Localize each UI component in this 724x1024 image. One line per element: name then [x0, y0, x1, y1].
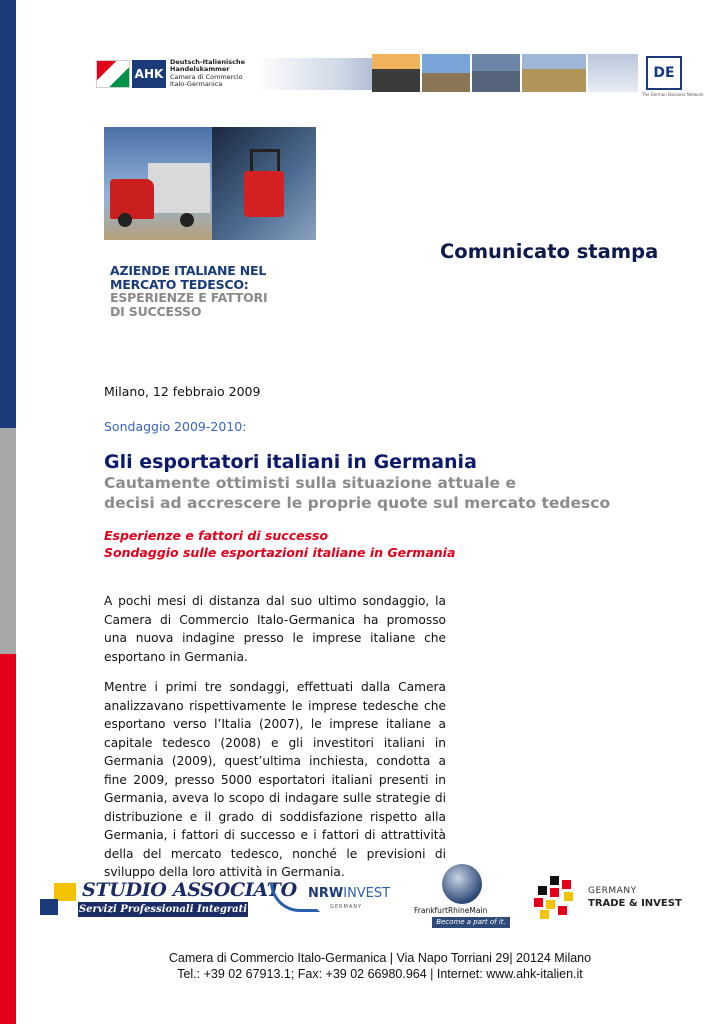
header-banner [96, 44, 704, 100]
footer-address: Camera di Commercio Italo-Germanica | Via Napo Torriani 29| 20124 Milano [168, 951, 592, 965]
paragraph-1: A pochi mesi di distanza dal suo ultimo sondaggio, la Camera di Commercio Italo-Germanica ha promosso una nuova indagine presso le imprese italiane che esportano in Germania. [104, 594, 446, 664]
footer [120, 950, 640, 982]
paragraph-2: Mentre i primi tre sondaggi, effettuati dalla Camera analizzavano rispettivamente le imprese tedesche che esportano verso l’Italia (2007), le imprese italiane a capitale tedesco (2008) e gli investitori italiani in Germania (2009), quest’ultima inchiesta, condotta a fine 2009, presso 5000 esportatori italiani presenti in Germania, aveva lo scopo di indagare sulle strategie di distribuzione e il grado di soddisfazione rispetto alla Germania, i fattori di successo e i fattori di attrattività della del mercato tedesco, nonché le previsioni di sviluppo della loro attività in Germania. [104, 680, 446, 879]
germany-trade-invest-logo: GERMANY TRADE & INVEST [530, 872, 680, 922]
forklift-icon [244, 171, 284, 217]
banner-gradient [256, 58, 376, 90]
building-image [588, 54, 638, 92]
bridge-image [522, 54, 586, 92]
nrw-invest-logo: NRWINVEST GERMANY [268, 872, 390, 922]
gallery-image [472, 54, 520, 92]
hero-image [104, 127, 316, 240]
de-caption: The German Business Network [642, 92, 704, 97]
headline: Gli esportatori italiani in Germania [104, 451, 477, 473]
stripe-blue [0, 0, 16, 428]
footer-contacts: Tel.: +39 02 67913.1; Fax: +39 02 66980.964 | Internet: www.ahk-italien.it [177, 967, 583, 981]
document-type: Comunicato stampa [440, 240, 659, 263]
stripe-red [0, 654, 16, 1024]
brandenburg-gate-image [372, 54, 420, 92]
de-logo: DE [646, 56, 682, 90]
frankfurt-rhine-main-logo: FrankfurtRhineMain Become a part of it. [412, 862, 512, 930]
italic-subtitle: Esperienze e fattori di successo Sondaggio sulle esportazioni italiane in Germania [104, 528, 456, 560]
flag-icon [96, 60, 130, 88]
truck-icon [148, 163, 210, 213]
stripe-grey [0, 428, 16, 654]
date-line: Milano, 12 febbraio 2009 [104, 384, 261, 399]
squares-icon [530, 876, 580, 918]
report-title: AZIENDE ITALIANE NEL MERCATO TEDESCO: ESPERIENZE E FATTORI DI SUCCESSO [110, 263, 268, 319]
colosseum-image [422, 54, 470, 92]
studio-associato-logo: STUDIO ASSOCIATO Servizi Professionali Integrati [38, 877, 250, 919]
subheadline: Cautamente ottimisti sulla situazione attuale e decisi ad accrescere le proprie quote sul mercato tedesco [104, 474, 611, 512]
ahk-logo [96, 58, 245, 90]
ahk-name: Deutsch-Italienische Handelskammer Camera di Commercio Italo-Germanica [170, 58, 245, 89]
kicker: Sondaggio 2009-2010: [104, 419, 247, 434]
ahk-mark: AHK [132, 60, 166, 88]
globe-icon [442, 864, 482, 904]
